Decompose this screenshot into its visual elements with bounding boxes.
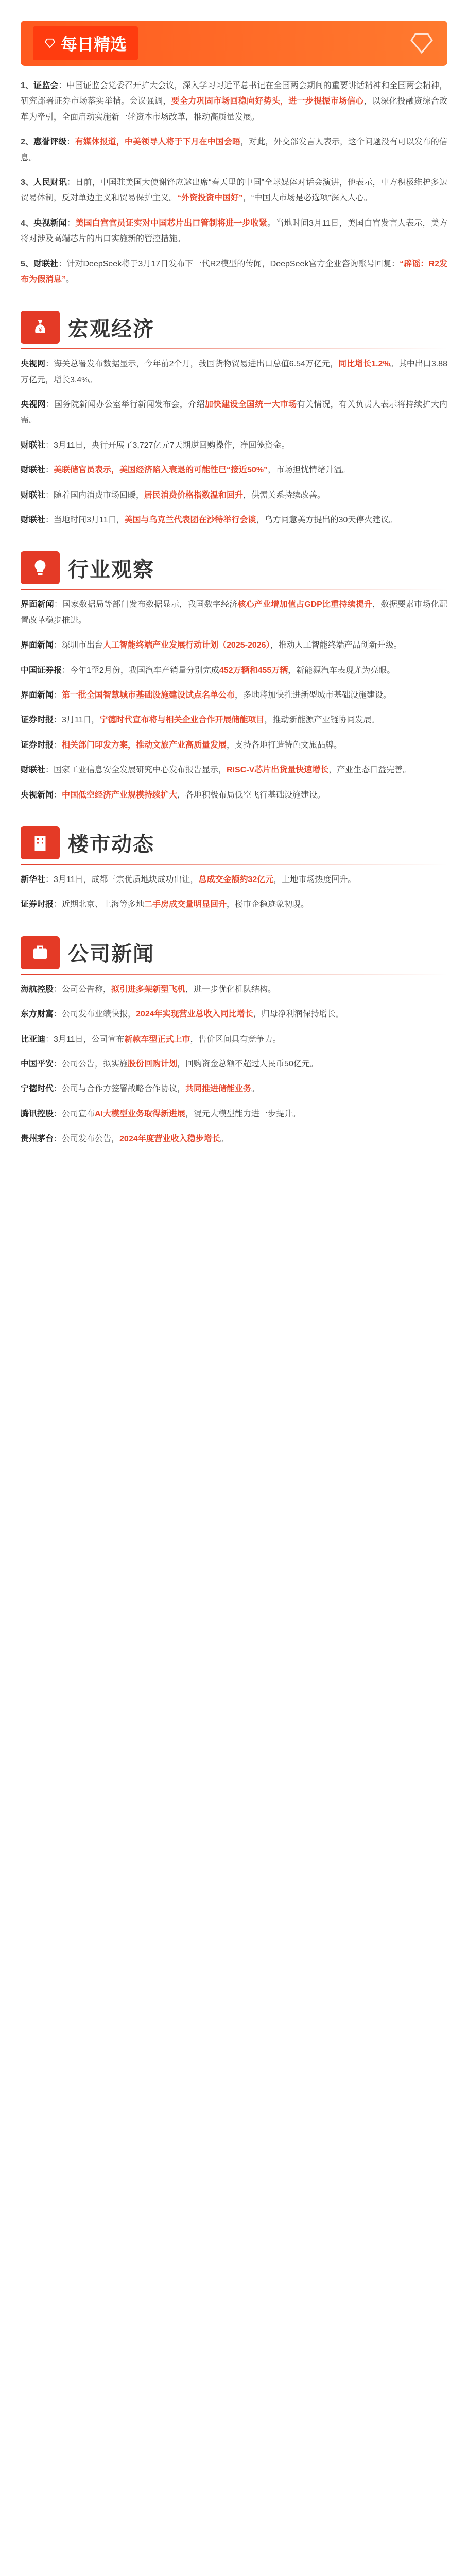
building-icon bbox=[21, 826, 60, 859]
item-rest: ，市场担忧情绪升温。 bbox=[268, 466, 351, 475]
item-highlight: 股份回购计划 bbox=[128, 1059, 178, 1069]
item-rest: ，进一步优化机队结构。 bbox=[185, 985, 276, 994]
item-number: 1、 bbox=[21, 81, 34, 90]
item-source: 央视新闻 bbox=[21, 790, 54, 800]
item-highlight: 美联储官员表示，美国经济陷入衰退的可能性已“接近50%” bbox=[54, 466, 268, 475]
item-highlight: RISC-V芯片出货量快速增长 bbox=[227, 766, 329, 775]
item-text: ：公司与合作方签署战略合作协议， bbox=[54, 1084, 186, 1094]
item-source: 中国平安 bbox=[21, 1059, 54, 1069]
item-highlight: 人工智能终端产业发展行动计划（2025-2026） bbox=[103, 641, 270, 650]
news-item bbox=[21, 1032, 447, 1047]
item-source: 中国证券报 bbox=[21, 666, 62, 675]
item-source: 财联社 bbox=[33, 259, 59, 268]
item-rest: ，产业生态日益完善。 bbox=[328, 766, 411, 775]
item-source: 界面新闻 bbox=[21, 641, 54, 650]
daily-item bbox=[21, 134, 447, 166]
item-text: ：公司发布业绩快报， bbox=[54, 1010, 136, 1019]
item-source: 证监会 bbox=[33, 81, 59, 90]
item-rest: 。当地时间3月11日，美国白宫发言人表示，美方将对涉及高端芯片的出口实施新的管控措施。 bbox=[21, 218, 447, 244]
section-title: 行业观察 bbox=[68, 558, 154, 581]
item-source: 比亚迪 bbox=[21, 1035, 46, 1044]
section-header bbox=[21, 308, 447, 346]
item-text: ：深圳市出台 bbox=[54, 641, 103, 650]
item-highlight: 同比增长1.2% bbox=[338, 360, 390, 369]
item-rest: 。 bbox=[251, 1084, 260, 1094]
section-header bbox=[21, 824, 447, 862]
news-item bbox=[21, 1057, 447, 1072]
item-text: ：近期北京、上海等多地 bbox=[54, 900, 145, 909]
news-item bbox=[21, 397, 447, 429]
section-title: 楼市动态 bbox=[68, 833, 154, 856]
item-highlight: 2024年度营业收入稳步增长 bbox=[119, 1134, 220, 1144]
item-text: ：公司宣布 bbox=[54, 1109, 95, 1118]
item-rest: ，推动人工智能终端产品创新升级。 bbox=[270, 641, 402, 650]
money-bag-icon bbox=[21, 311, 60, 344]
item-source: 惠誉评级 bbox=[33, 138, 67, 147]
item-source: 证券时报 bbox=[21, 900, 54, 909]
item-rest: ，以深化投融资综合改革为牵引，全面启动实施新一轮资本市场改革，推动高质量发展。 bbox=[21, 97, 447, 122]
news-item bbox=[21, 488, 447, 503]
item-highlight: 相关部门印发方案，推动文旅产业高质量发展 bbox=[62, 740, 227, 750]
news-item bbox=[21, 597, 447, 629]
item-source: 东方财富 bbox=[21, 1010, 54, 1019]
item-source: 新华社 bbox=[21, 875, 46, 884]
daily-item bbox=[21, 216, 447, 247]
item-rest: 。其中出口3.88万亿元，增长3.4%。 bbox=[21, 360, 447, 384]
item-source: 央视网 bbox=[21, 400, 46, 410]
item-highlight: 拟引进多架新型飞机 bbox=[111, 985, 186, 994]
item-highlight: 二手房成交量明显回升 bbox=[144, 900, 227, 909]
item-rest: ，多地将加快推进新型城市基础设施建设。 bbox=[235, 690, 392, 700]
item-highlight: “外资投资中国好” bbox=[177, 194, 244, 203]
item-source: 证券时报 bbox=[21, 716, 54, 725]
news-item bbox=[21, 762, 447, 778]
sections bbox=[21, 308, 447, 1147]
item-rest: ，土地市场热度回升。 bbox=[273, 875, 356, 884]
item-rest: 。 bbox=[220, 1134, 229, 1144]
news-item bbox=[21, 513, 447, 528]
item-highlight: 美国白宫官员证实对中国芯片出口管制将进一步收紧 bbox=[75, 218, 268, 228]
daily-item bbox=[21, 257, 447, 288]
item-highlight: 居民消费价格指数温和回升 bbox=[144, 490, 244, 500]
item-highlight: 新款车型正式上市 bbox=[124, 1035, 190, 1044]
page bbox=[0, 21, 468, 1177]
news-item bbox=[21, 688, 447, 703]
item-highlight: “辟谣：R2发布为假消息” bbox=[21, 259, 447, 284]
item-text: ：今年1至2月份，我国汽车产销量分别完成 bbox=[62, 666, 219, 675]
item-number: 5、 bbox=[21, 259, 34, 268]
news-item bbox=[21, 463, 447, 478]
item-highlight: 中国低空经济产业规模持续扩大 bbox=[62, 790, 178, 800]
item-highlight: 452万辆和455万辆 bbox=[219, 666, 288, 675]
item-rest: ，各地积极布局低空飞行基础设施建设。 bbox=[177, 790, 326, 800]
hero-banner bbox=[21, 21, 447, 66]
divider bbox=[21, 589, 447, 590]
news-item bbox=[21, 1007, 447, 1022]
news-item bbox=[21, 982, 447, 997]
item-rest: ，楼市企稳迹象初现。 bbox=[227, 900, 309, 909]
item-rest: ，数据要素市场化配置改革稳步推进。 bbox=[21, 600, 447, 625]
diamond-icon bbox=[409, 31, 434, 56]
item-highlight: 有媒体报道，中美领导人将于下月在中国会晤 bbox=[75, 138, 241, 147]
item-rest: ，支持各地打造特色文旅品牌。 bbox=[227, 740, 342, 750]
item-text: ：公司公告，拟实施 bbox=[54, 1059, 128, 1069]
item-highlight: 核心产业增加值占GDP比重持续提升 bbox=[237, 600, 373, 609]
news-item bbox=[21, 872, 447, 888]
item-text: ：当地时间3月11日， bbox=[45, 516, 125, 525]
item-highlight: 宁德时代宣布将与相关企业合作开展储能项目 bbox=[99, 716, 265, 725]
item-source: 证券时报 bbox=[21, 740, 54, 750]
item-text: ： bbox=[67, 218, 76, 228]
item-text: ： bbox=[66, 138, 75, 147]
news-item bbox=[21, 788, 447, 803]
divider bbox=[21, 974, 447, 975]
diamond-icon bbox=[44, 38, 56, 49]
hero-tag bbox=[33, 26, 138, 60]
daily-item bbox=[21, 78, 447, 125]
item-text: ： bbox=[45, 466, 54, 475]
item-rest: ，乌方同意美方提出的30天停火建议。 bbox=[256, 516, 397, 525]
news-item bbox=[21, 438, 447, 453]
item-rest: ，供需关系持续改善。 bbox=[243, 490, 326, 500]
item-source: 财联社 bbox=[21, 466, 46, 475]
item-number: 3、 bbox=[21, 178, 34, 187]
item-rest: ，回购资金总额不超过人民币50亿元。 bbox=[177, 1059, 318, 1069]
item-highlight: 第一批全国智慧城市基础设施建设试点名单公布 bbox=[62, 690, 235, 700]
section-header bbox=[21, 549, 447, 587]
item-text: ：国家工业信息安全发展研究中心发布报告显示， bbox=[45, 766, 227, 775]
news-item bbox=[21, 638, 447, 653]
item-highlight: 加快建设全国统一大市场 bbox=[204, 400, 297, 410]
item-source: 财联社 bbox=[21, 490, 46, 500]
item-rest: ，对此，外交部发言人表示，这个问题没有可以发布的信息。 bbox=[21, 138, 447, 162]
item-source: 央视网 bbox=[21, 360, 46, 369]
hero-title: 每日精选 bbox=[61, 35, 127, 54]
item-source: 人民财讯 bbox=[33, 178, 67, 187]
item-highlight: 总成交金额约32亿元 bbox=[198, 875, 274, 884]
item-rest: ，混元大模型能力进一步提升。 bbox=[185, 1109, 301, 1118]
item-text: ：针对DeepSeek将于3月17日发布下一代R2模型的传闻，DeepSeek官方企业咨询账号回复： bbox=[58, 259, 400, 268]
news-item bbox=[21, 357, 447, 388]
news-item bbox=[21, 1131, 447, 1147]
item-text: ：随着国内消费市场回暖， bbox=[45, 490, 145, 500]
item-rest: ，归母净利润保持增长。 bbox=[253, 1010, 344, 1019]
item-text: ：3月11日，成都三宗优质地块成功出让， bbox=[45, 875, 199, 884]
divider bbox=[21, 348, 447, 349]
item-number: 4、 bbox=[21, 218, 34, 228]
news-item bbox=[21, 1081, 447, 1097]
item-text: ： bbox=[54, 690, 62, 700]
item-rest: ，售价区间具有竞争力。 bbox=[190, 1035, 281, 1044]
item-rest: ，“中国大市场是必选项”深入人心。 bbox=[243, 194, 372, 203]
item-source: 财联社 bbox=[21, 516, 46, 525]
item-text: ：3月11日，央行开展了3,727亿元7天期逆回购操作，净回笼资金。 bbox=[45, 440, 290, 450]
section-title: 宏观经济 bbox=[68, 317, 154, 341]
item-rest: 。 bbox=[66, 275, 75, 284]
item-text: ：公司发布公告， bbox=[54, 1134, 120, 1144]
svg-text:¥: ¥ bbox=[38, 326, 42, 334]
daily-list bbox=[21, 78, 447, 287]
item-text: ： bbox=[54, 740, 62, 750]
item-rest: ，新能源汽车表现尤为亮眼。 bbox=[288, 666, 395, 675]
item-source: 海航控股 bbox=[21, 985, 54, 994]
divider bbox=[21, 864, 447, 865]
news-item bbox=[21, 1107, 447, 1122]
item-highlight: 共同推进储能业务 bbox=[185, 1084, 252, 1094]
section-title: 公司新闻 bbox=[68, 943, 154, 966]
item-text: ：国家数据局等部门发布数据显示，我国数字经济 bbox=[54, 600, 238, 609]
item-text: ：国务院新闻办公室举行新闻发布会，介绍 bbox=[45, 400, 205, 410]
news-item bbox=[21, 897, 447, 912]
item-source: 界面新闻 bbox=[21, 600, 54, 609]
briefcase-icon bbox=[21, 936, 60, 969]
item-source: 贵州茅台 bbox=[21, 1134, 54, 1144]
item-rest: 有关情况，有关负责人表示将持续扩大内需。 bbox=[21, 400, 447, 425]
item-rest: ，推动新能源产业链协同发展。 bbox=[264, 716, 380, 725]
bulb-icon bbox=[21, 551, 60, 584]
item-source: 央视新闻 bbox=[33, 218, 67, 228]
item-source: 界面新闻 bbox=[21, 690, 54, 700]
item-highlight: 2024年实现营业总收入同比增长 bbox=[136, 1010, 253, 1019]
item-number: 2、 bbox=[21, 138, 34, 147]
news-item bbox=[21, 663, 447, 679]
news-item bbox=[21, 738, 447, 753]
item-text: ：3月11日，公司宣布 bbox=[45, 1035, 125, 1044]
news-item bbox=[21, 713, 447, 728]
item-source: 财联社 bbox=[21, 440, 46, 450]
item-text: ：日前，中国驻美国大使谢锋应邀出席“春天里的中国”全球媒体对话会演讲，他表示，中方积极维护多边贸易体制，反对单边主义和贸易保护主义。 bbox=[21, 178, 447, 203]
item-text: ：中国证监会党委召开扩大会议，深入学习习近平总书记在全国两会期间的重要讲话精神和全国两会精神，研究部署证券市场落实举措。会议强调， bbox=[21, 81, 447, 106]
item-source: 财联社 bbox=[21, 766, 46, 775]
daily-item bbox=[21, 175, 447, 207]
item-text: ：海关总署发布数据显示，今年前2个月，我国货物贸易进出口总值6.54万亿元， bbox=[45, 360, 339, 369]
item-highlight: 要全力巩固市场回稳向好势头，进一步提振市场信心 bbox=[171, 97, 364, 106]
section-header bbox=[21, 934, 447, 972]
item-highlight: 美国与乌克兰代表团在沙特举行会谈 bbox=[124, 516, 256, 525]
item-source: 宁德时代 bbox=[21, 1084, 54, 1094]
item-text: ： bbox=[54, 790, 62, 800]
item-text: ：3月11日， bbox=[54, 716, 100, 725]
item-text: ：公司公告称， bbox=[54, 985, 112, 994]
item-source: 腾讯控股 bbox=[21, 1109, 54, 1118]
item-highlight: AI大模型业务取得新进展 bbox=[95, 1109, 186, 1118]
